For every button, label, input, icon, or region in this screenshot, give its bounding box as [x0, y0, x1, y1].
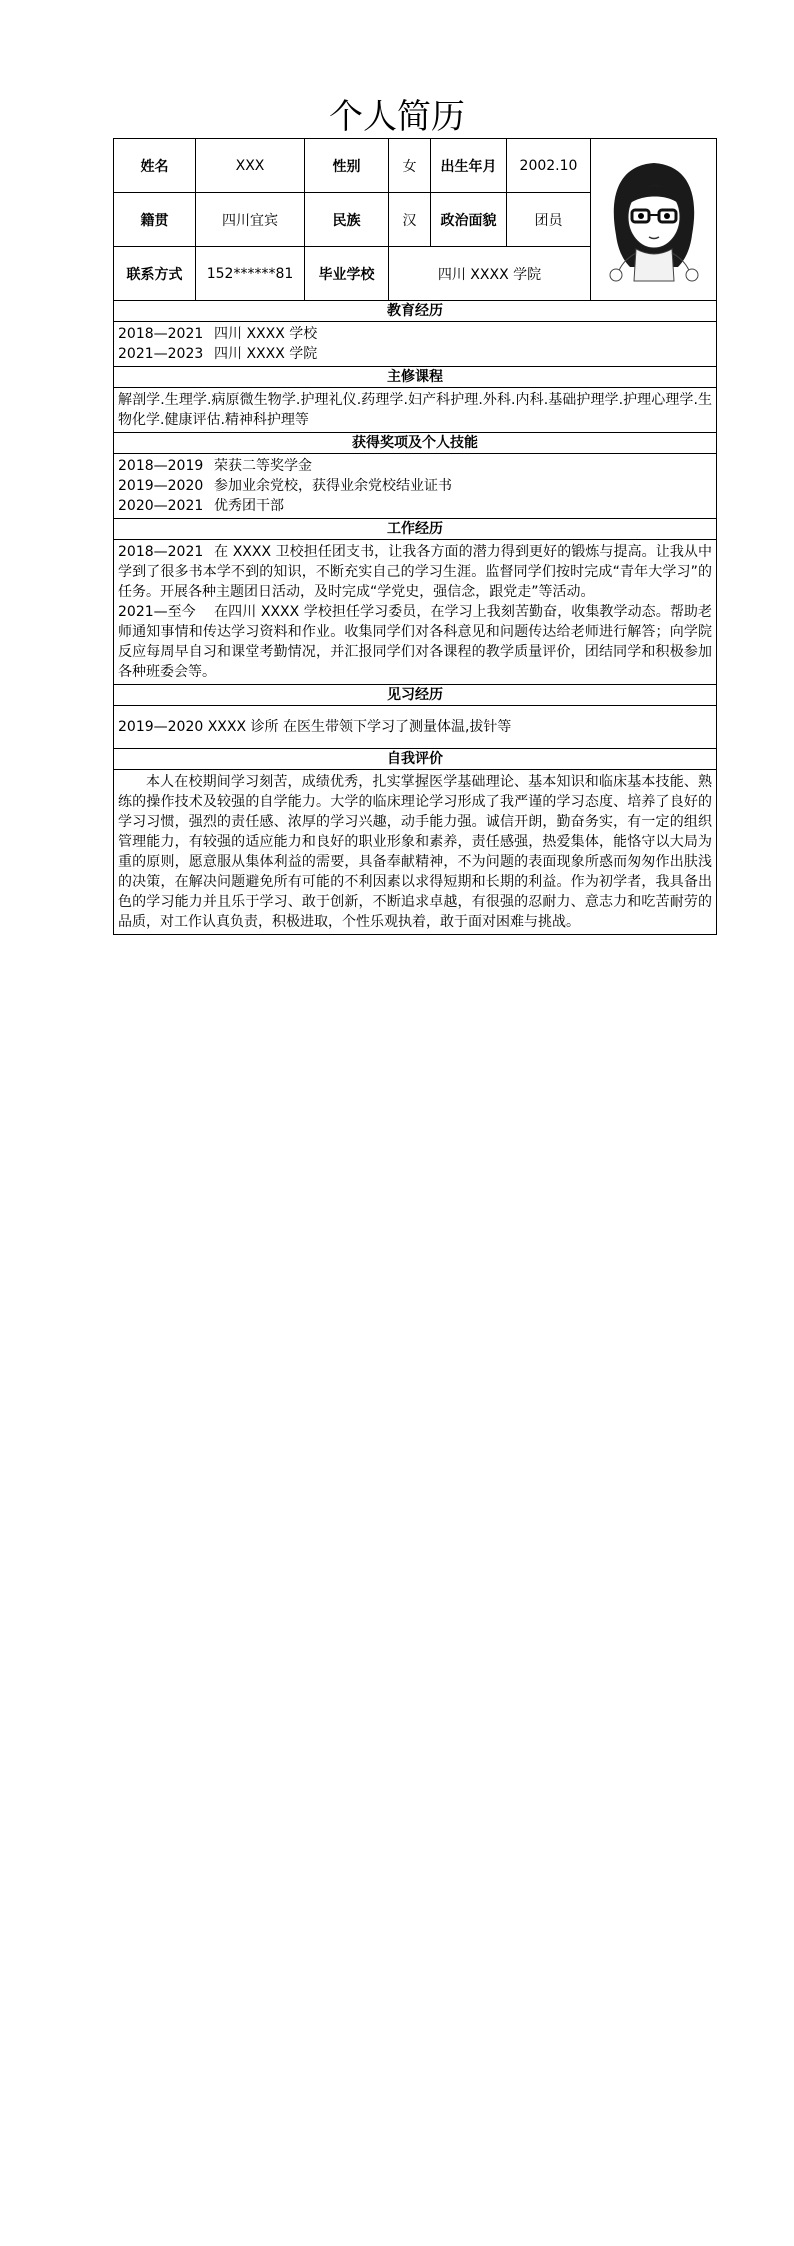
award-item: 2018—2019 荣获二等奖学金 [118, 458, 312, 474]
award-item: 2020—2021 优秀团干部 [118, 498, 284, 514]
contact-label: 联系方式 [114, 247, 196, 301]
education-heading: 教育经历 [114, 301, 717, 322]
resume-table [113, 138, 717, 935]
gender-value: 女 [389, 139, 431, 193]
internship-heading: 见习经历 [114, 685, 717, 706]
resume-title: 个人简历 [329, 97, 465, 137]
courses-heading: 主修课程 [114, 367, 717, 388]
birth-label: 出生年月 [431, 139, 507, 193]
work-heading: 工作经历 [114, 519, 717, 540]
birth-value: 2002.10 [507, 139, 591, 193]
awards-heading: 获得奖项及个人技能 [114, 433, 717, 454]
ethnic-label: 民族 [305, 193, 389, 247]
internship-text: 2019—2020 XXXX 诊所 在医生带领下学习了测量体温,拔针等 [114, 706, 717, 749]
education-item: 2018—2021 四川 XXXX 学校 [118, 326, 318, 342]
award-item: 2019—2020 参加业余党校，获得业余党校结业证书 [118, 478, 452, 494]
political-value: 团员 [507, 193, 591, 247]
self-eval-heading: 自我评价 [114, 749, 717, 770]
contact-value: 152******81 [196, 247, 305, 301]
school-value: 四川 XXXX 学院 [389, 247, 591, 301]
ethnic-value: 汉 [389, 193, 431, 247]
education-content [114, 322, 717, 367]
awards-content [114, 454, 717, 519]
courses-text: 解剖学.生理学.病原微生物学.护理礼仪.药理学.妇产科护理.外科.内科.基础护理学.护理心理学.生物化学.健康评估.精神科护理等 [114, 388, 717, 433]
school-label: 毕业学校 [305, 247, 389, 301]
self-eval-text: 本人在校期间学习刻苦，成绩优秀，扎实掌握医学基础理论、基本知识和临床基本技能、熟练的操作技术及较强的自学能力。大学的临床理论学习形成了我严谨的学习态度、培养了良好的学习习惯，强烈的责任感、浓厚的学习兴趣，动手能力强。诚信开朗，勤奋务实，有一定的组织管理能力，有较强的适应能力和良好的职业形象和素养，责任感强，热爱集体，能恪守以大局为重的原则，愿意服从集体利益的需要，具备奉献精神，不为问题的表面现象所惑而匆匆作出肤浅的决策，在解决问题避免所有可能的不利因素以求得短期和长期的利益。作为初学者，我具备出色的学习能力并且乐于学习、敢于创新，不断追求卓越，有很强的忍耐力、意志力和吃苦耐劳的品质，对工作认真负责，积极进取，个性乐观执着，敢于面对困难与挑战。 [114, 770, 717, 935]
work-item: 2018—2021 在 XXXX 卫校担任团支书，让我各方面的潜力得到更好的锻炼与提高。让我从中学到了很多书本学不到的知识，不断充实自己的学习生涯。监督同学们按时完成“青年大学习”的任务。开展各种主题团日活动，及时完成“学党史，强信念，跟党走”等活动。 [118, 544, 712, 600]
education-item: 2021—2023 四川 XXXX 学院 [118, 346, 318, 362]
avatar-photo [594, 143, 714, 293]
work-item: 2021—至今 在四川 XXXX 学校担任学习委员，在学习上我刻苦勤奋，收集教学动态。帮助老师通知事情和传达学习资料和作业。收集同学们对各科意见和问题传达给老师进行解答；向学院反应每周早自习和课堂考勤情况，并汇报同学们对各课程的教学质量评价，团结同学和积极参加各种班委会等。 [118, 604, 712, 680]
name-value: XXX [196, 139, 305, 193]
gender-label: 性别 [305, 139, 389, 193]
name-label: 姓名 [114, 139, 196, 193]
work-content [114, 540, 717, 685]
photo-cell [591, 139, 717, 301]
political-label: 政治面貌 [431, 193, 507, 247]
info-row-1 [114, 139, 717, 193]
native-value: 四川宜宾 [196, 193, 305, 247]
native-label: 籍贯 [114, 193, 196, 247]
